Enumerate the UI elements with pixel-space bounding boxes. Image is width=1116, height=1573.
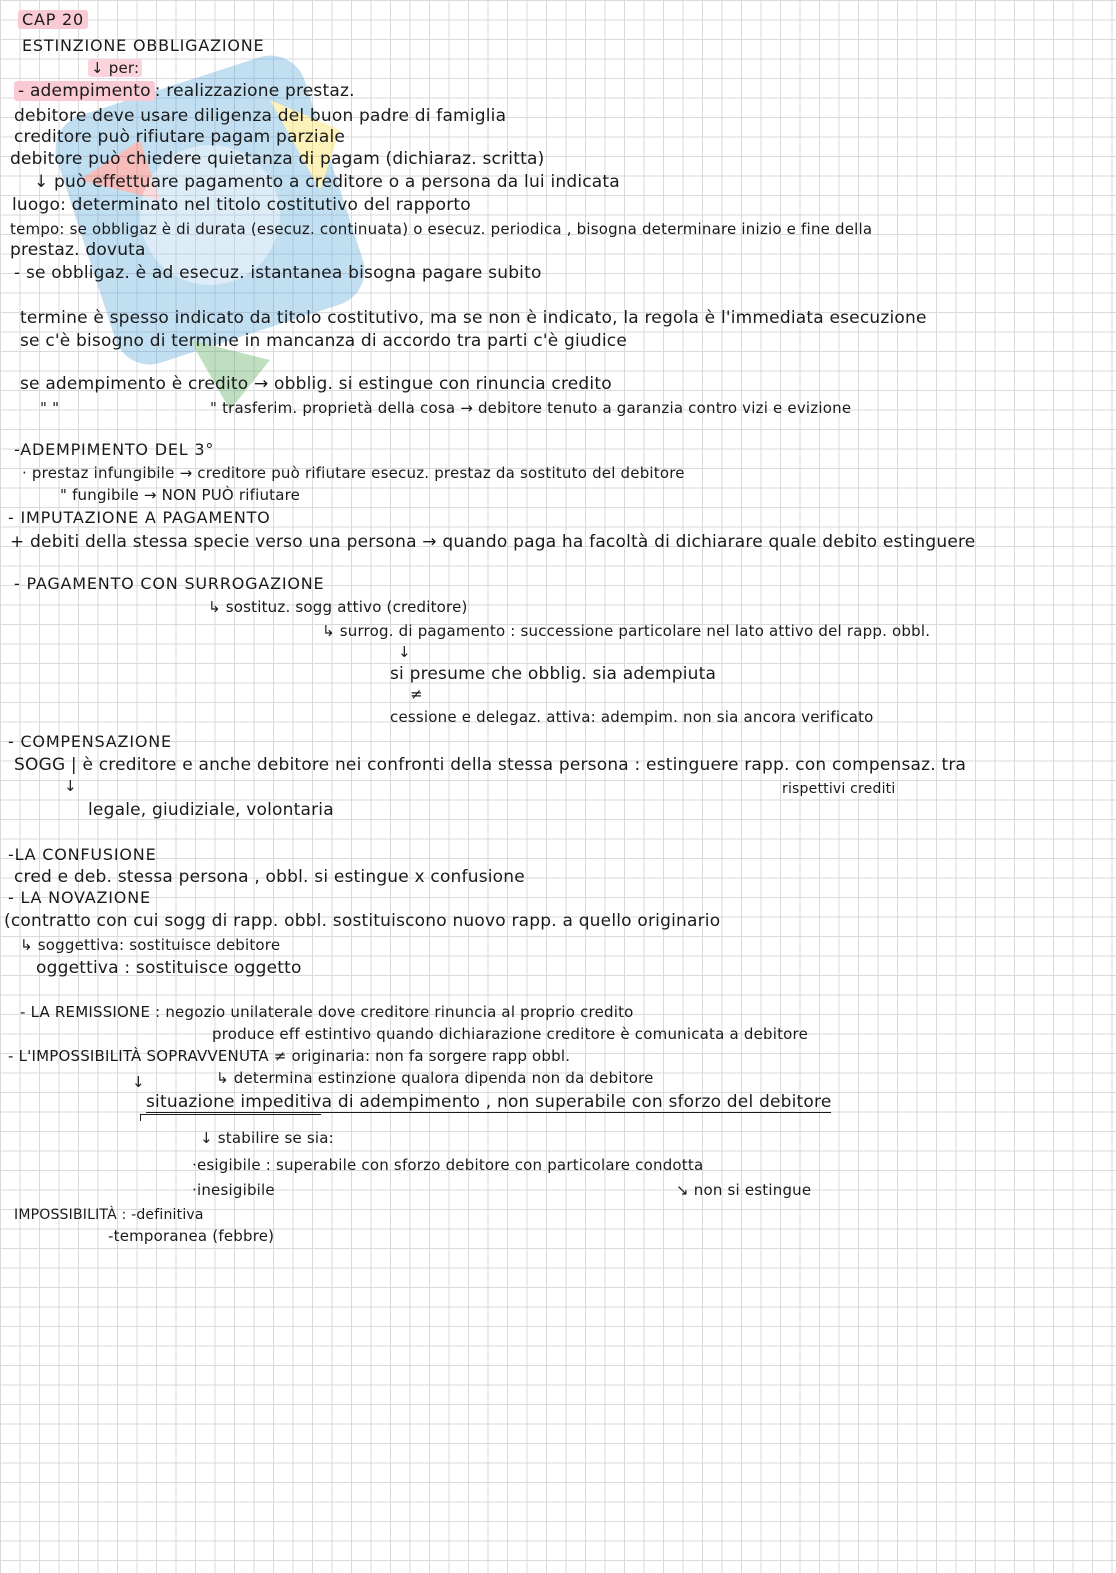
note-line: debitore può chiedere quietanza di pagam (dichiaraz. scritta)	[10, 149, 545, 169]
heading-impossibilita: - L'IMPOSSIBILITÀ SOPRAVVENUTA ≠ originaria: non fa sorgere rapp obbl.	[8, 1047, 571, 1065]
note-line: prestaz. dovuta	[10, 240, 146, 260]
note-line: si presume che obblig. sia adempiuta	[390, 664, 717, 684]
note-line: debitore deve usare diligenza del buon padre di famiglia	[14, 106, 507, 126]
note-line: SOGG | è creditore e anche debitore nei confronti della stessa persona : estinguere rapp. con compensaz. tra	[14, 755, 967, 775]
note-line: ·esigibile : superabile con sforzo debitore con particolare condotta	[192, 1156, 704, 1174]
note-line: · prestaz infungibile → creditore può rifiutare esecuz. prestaz da sostituto del debitore	[22, 464, 685, 482]
note-line: ↳ soggettiva: sostituisce debitore	[20, 936, 281, 954]
arrow-down: ↓	[398, 643, 411, 661]
arrow-down: ↓	[64, 777, 77, 795]
note-line: termine è spesso indicato da titolo costitutivo, ma se non è indicato, la regola è l'immediata esecuzione	[20, 308, 927, 328]
note-line: IMPOSSIBILITÀ : -definitiva	[14, 1207, 204, 1223]
note-line: ↳ sostituz. sogg attivo (creditore)	[208, 598, 468, 616]
note-line: creditore può rifiutare pagam parziale	[14, 127, 346, 147]
note-line: cessione e delegaz. attiva: adempim. non sia ancora verificato	[390, 708, 874, 726]
heading-compensazione: - COMPENSAZIONE	[8, 732, 172, 751]
heading-adempimento-terzo: -ADEMPIMENTO DEL 3°	[14, 440, 215, 459]
adempimento-line	[14, 81, 355, 101]
heading-surrogazione: - PAGAMENTO CON SURROGAZIONE	[14, 574, 325, 593]
note-line: " fungibile → NON PUÒ rifiutare	[60, 486, 301, 504]
note-line: + debiti della stessa specie verso una persona → quando paga ha facoltà di dichiarare quale debito estinguere	[10, 532, 976, 552]
note-line: ↳ determina estinzione qualora dipenda non da debitore	[216, 1069, 654, 1087]
note-line: cred e deb. stessa persona , obbl. si estingue x confusione	[14, 867, 525, 887]
chapter-title	[18, 10, 88, 30]
heading-remissione: - LA REMISSIONE : negozio unilaterale dove creditore rinuncia al proprio credito	[20, 1003, 634, 1021]
adempimento-term: - adempimento	[14, 81, 155, 101]
ditto-marks: " "	[40, 399, 60, 417]
note-line: oggettiva : sostituisce oggetto	[36, 958, 302, 978]
note-line: legale, giudiziale, volontaria	[88, 800, 334, 820]
note-line: ↘ non si estingue	[676, 1181, 812, 1199]
heading-imputazione: - IMPUTAZIONE A PAGAMENTO	[8, 508, 271, 527]
note-line: se adempimento è credito → obblig. si estingue con rinuncia credito	[20, 374, 612, 394]
note-line	[146, 1092, 831, 1112]
note-line: ·inesigibile	[192, 1181, 275, 1199]
note-line: se c'è bisogno di termine in mancanza di accordo tra parti c'è giudice	[20, 331, 628, 351]
underlined-text: situazione impeditiva di adempimento , non superabile con sforzo del debitore	[146, 1092, 832, 1112]
note-line: ↓ stabilire se sia:	[200, 1129, 334, 1147]
note-line: " trasferim. proprietà della cosa → debitore tenuto a garanzia contro vizi e evizione	[210, 399, 852, 417]
arrow-down: ↓	[132, 1073, 145, 1091]
adempimento-def: : realizzazione prestaz.	[154, 81, 355, 101]
note-line: -temporanea (febbre)	[108, 1227, 275, 1245]
bracket-mark	[140, 1114, 321, 1121]
note-line: ↓ può effettuare pagamento a creditore o a persona da lui indicata	[34, 172, 620, 192]
note-line: tempo: se obbligaz è di durata (esecuz. continuata) o esecuz. periodica , bisogna determinare inizio e fine della	[10, 220, 873, 238]
per-label	[88, 58, 142, 78]
not-equal-mark: ≠	[410, 685, 423, 703]
note-line: rispettivi crediti	[782, 781, 896, 797]
section-title: ESTINZIONE OBBLIGAZIONE	[22, 36, 265, 55]
chapter-title-text: CAP 20	[18, 10, 88, 29]
note-line: ↳ surrog. di pagamento : successione particolare nel lato attivo del rapp. obbl.	[322, 622, 931, 640]
heading-confusione: -LA CONFUSIONE	[8, 845, 157, 864]
note-line: produce eff estintivo quando dichiarazione creditore è comunicata a debitore	[212, 1025, 809, 1043]
per-label-text: ↓ per:	[88, 59, 142, 77]
note-line: luogo: determinato nel titolo costitutivo del rapporto	[12, 195, 471, 215]
note-line: - se obbligaz. è ad esecuz. istantanea bisogna pagare subito	[14, 263, 542, 283]
note-line: (contratto con cui sogg di rapp. obbl. sostituiscono nuovo rapp. a quello originario	[4, 911, 721, 931]
heading-novazione: - LA NOVAZIONE	[8, 888, 151, 907]
